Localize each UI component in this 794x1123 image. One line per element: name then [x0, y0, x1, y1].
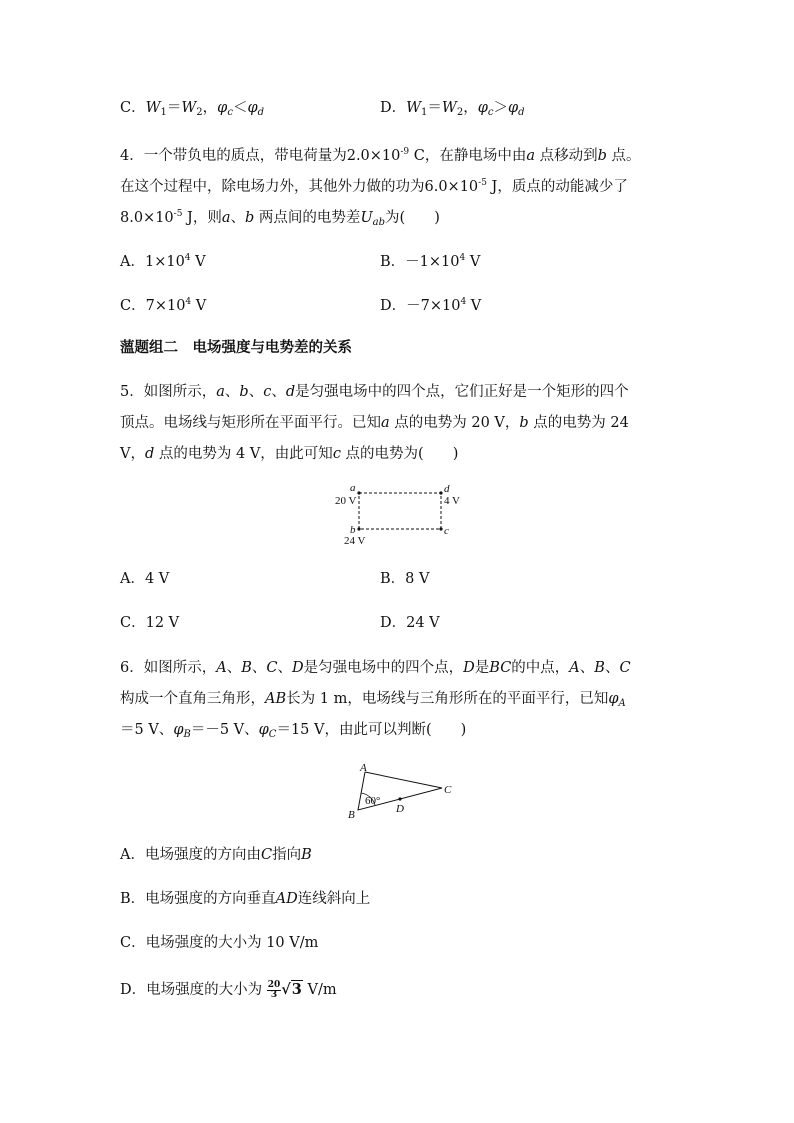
q5-option-c[interactable]: C．12 V — [120, 615, 180, 631]
q4-stem-line2: 在这个过程中，除电场力外，其他外力做的功为$6.0\times 10^{-5}$ J，质点的动能减少了 — [120, 178, 628, 195]
q6-option-a[interactable]: A．电场强度的方向由C指向B — [120, 847, 312, 863]
q5-stem-line3: V，d 点的电势为 4 V，由此可知c 点的电势为( ) — [120, 446, 459, 462]
fraction: $\frac{20}{3}$ — [267, 979, 281, 1000]
q6-stem-line1: 6．如图所示，A、B、C、D是匀强电场中的四个点，D是BC的中点，A、B、C — [120, 660, 631, 676]
point-c — [439, 527, 442, 530]
label-b: b — [350, 524, 356, 536]
section-heading: 薀题组二 电场强度与电势差的关系 — [120, 339, 352, 356]
q3-option-c[interactable]: C．$W_1=W_2$，$\varphi_c<\varphi_d$ — [120, 100, 264, 118]
q6-option-b[interactable]: B．电场强度的方向垂直AD连线斜向上 — [120, 891, 371, 907]
q4-option-c[interactable]: C．$7\times 10^4$ V — [120, 297, 207, 314]
q3-option-d[interactable]: D．$W_1=W_2$，$\varphi_c>\varphi_d$ — [380, 100, 525, 118]
point-a — [357, 491, 360, 494]
point-d — [439, 491, 442, 494]
point-b — [357, 527, 360, 530]
q4-stem-line3: $8.0\times 10^{-5}$ J，则a、b 两点间的电势差$U_{ab}$为( ) — [120, 209, 440, 228]
label-D: D — [396, 803, 404, 815]
label-c: c — [444, 525, 449, 537]
label-A: A — [360, 762, 367, 774]
q6-stem-line2: 构成一个直角三角形，AB长为 1 m，电场线与三角形所在的平面平行，已知$\varphi_A$ — [120, 691, 626, 709]
q6-triangle-figure — [340, 760, 470, 828]
q4-option-d[interactable]: D．$-7\times 10^4$ V — [380, 297, 482, 314]
q5-option-b[interactable]: B．8 V — [380, 571, 430, 587]
label-a-voltage: 20 V — [335, 495, 357, 507]
label-B: B — [348, 809, 355, 821]
q6-option-d[interactable]: D．电场强度的大小为 $\frac{20}{3}$ √3 V/m — [120, 979, 337, 1000]
q4-option-a[interactable]: A．$1\times 10^4$ V — [120, 253, 206, 270]
label-d-voltage: 4 V — [444, 495, 460, 507]
label-b-voltage: 24 V — [344, 535, 366, 547]
q5-rectangle-figure — [330, 483, 470, 553]
rectangle-outline — [359, 493, 441, 529]
q6-stem-line3: ＝5 V、$\varphi_B=-5$ V、$\varphi_C=15$ V，由此可以判断( ) — [120, 722, 467, 740]
q5-stem-line1: 5．如图所示，a、b、c、d是匀强电场中的四个点，它们正好是一个矩形的四个 — [120, 384, 629, 400]
point-d — [398, 797, 401, 800]
q4-stem-line1: 4．一个带负电的质点，带电荷量为$2.0\times 10^{-9}$ C，在静电场中由a 点移动到b 点。 — [120, 147, 641, 164]
square-root: √3 — [281, 981, 302, 998]
angle-label: 60° — [365, 795, 381, 807]
q4-option-b[interactable]: B．$-1\times 10^4$ V — [380, 253, 481, 270]
label-a: a — [350, 483, 356, 494]
q5-option-a[interactable]: A．4 V — [120, 571, 170, 587]
label-C: C — [444, 784, 452, 796]
q5-option-d[interactable]: D．24 V — [380, 615, 440, 631]
label-d: d — [444, 483, 450, 495]
q6-option-c[interactable]: C．电场强度的大小为 10 V/m — [120, 935, 319, 951]
q5-stem-line2: 顶点。电场线与矩形所在平面平行。已知a 点的电势为 20 V，b 点的电势为 24 — [120, 415, 629, 431]
